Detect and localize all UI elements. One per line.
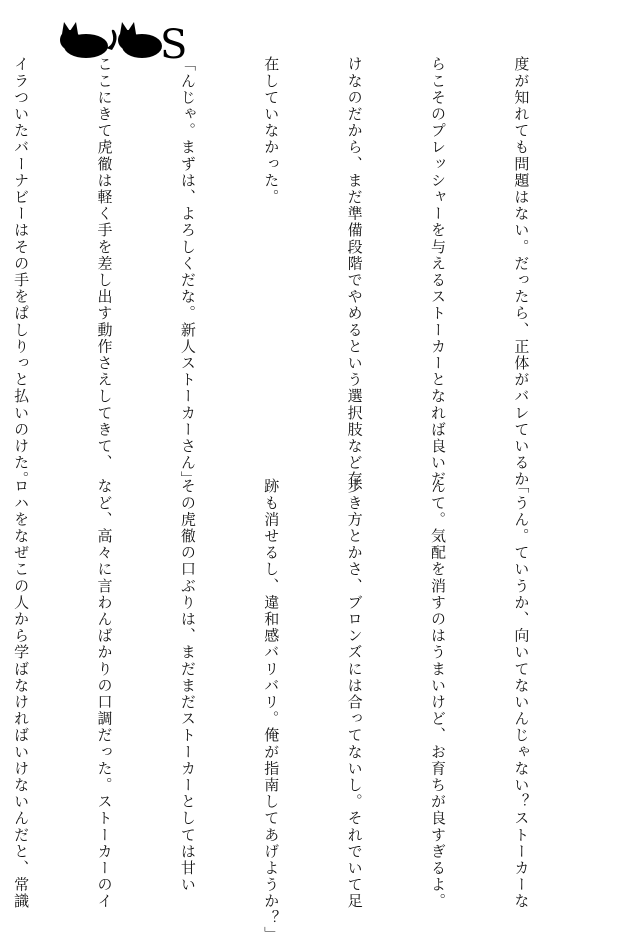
text-column: 「うん。ていうか、向いてないんじゃない？ストーカーな <box>512 478 531 910</box>
logo-lettering: S <box>160 22 188 68</box>
text-column: イラついたバーナビーはその手をぱしりっと払いのけた。 <box>12 56 31 488</box>
text-column: その虎徹の口ぶりは、まだまだストーカーとしては甘い <box>178 478 197 893</box>
lower-text-block <box>12 478 590 943</box>
text-column: 在していなかった。 <box>262 56 281 206</box>
text-column: 跡も消せるし、違和感バリバリ。俺が指南してあげようか？」 <box>262 478 281 943</box>
text-column: 「んじゃ。まずは、よろしくだな。新人ストーカーさん」 <box>178 56 197 488</box>
text-column: ロハをなぜこの人から学ばなければいけないんだと、常識 <box>12 478 31 910</box>
text-column: 歩き方とかさ、ブロンズには合ってないし。それでいて足 <box>345 478 364 910</box>
text-column: けなのだから、まだ準備段階でやめるという選択肢など存 <box>345 56 364 488</box>
text-column: 度が知れても問題はない。だったら、正体がバレているか <box>512 56 531 488</box>
text-column: らこそのプレッシャーを与えるストーカーとなれば良いだ <box>429 56 448 488</box>
two-cats-logo <box>56 14 188 68</box>
upper-text-block <box>12 56 590 488</box>
text-column: など、高々に言わんばかりの口調だった。ストーカーのイ <box>95 478 114 910</box>
text-column: ここにきて虎徹は軽く手を差し出す動作さえしてきて、 <box>95 56 114 471</box>
text-column: んて。気配を消すのはうまいけど、お育ちが良すぎるよ。 <box>429 478 448 910</box>
